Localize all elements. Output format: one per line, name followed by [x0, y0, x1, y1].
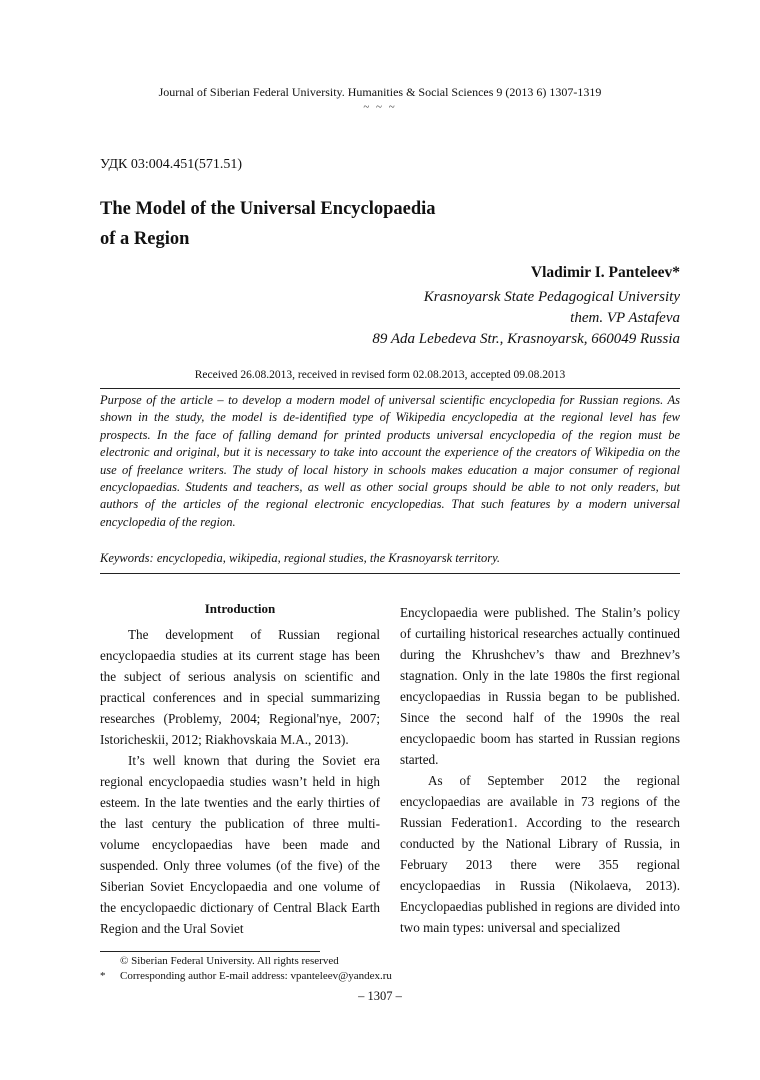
- received-dates: Received 26.08.2013, received in revised form 02.08.2013, accepted 09.08.2013: [194, 369, 566, 381]
- author-name: Vladimir I. Panteleev*: [530, 264, 680, 281]
- page-number: – 1307 –: [358, 989, 402, 1003]
- section-heading: Introduction: [204, 601, 276, 616]
- header-ornament: ~ ~ ~: [363, 101, 397, 113]
- paragraph: It’s well known that during the Soviet era regional encyclopaedia studies wasn’t held in high esteem. In the late twenties and the early thirties of the last century the publication of three multi-volume encyclopaedias have been made and suspended. Only three volumes (of the five) of the Siberian Soviet Encyclopaedia and one volume of the encyclopaedic dictionary of Central Black Earth Region and the Ural Soviet: [100, 753, 380, 936]
- paragraph: The development of Russian regional encyclopaedia studies at its current stage has been the subject of serious analysis on scientific and practical conferences and in special summarizing researches (Problemy, 2004; Regional'nye, 2007; Istoricheskii, 2012; Riakhovskaia M.A., 2013).: [100, 627, 380, 747]
- corresponding-text: Corresponding author E-mail address: vpanteleev@yandex.ru: [120, 970, 392, 982]
- asterisk-mark: *: [100, 970, 106, 982]
- udk-code: УДК 03:004.451(571.51): [100, 157, 243, 172]
- paragraph: As of September 2012 the regional encyclopaedias are available in 73 regions of the Russian Federation1. According to the research conducted by the National Library of Russia, in February 2013 there were 355 regional encyclopaedias in Russia (Nikolaeva, 2013). Encyclopaedias published in regions are divided into two main types: universal and specialized: [400, 773, 680, 935]
- keywords: Keywords: encyclopedia, wikipedia, regional studies, the Krasnoyarsk territory.: [100, 551, 501, 565]
- journal-header: Journal of Siberian Federal University. Humanities & Social Sciences 9 (2013 6) 1307-1319: [158, 85, 602, 99]
- author-affiliation: [372, 287, 680, 350]
- paragraph: Encyclopaedia were published. The Stalin’s policy of curtailing historical researches actually continued during the Khrushchev’s thaw and Brezhnev’s stagnation. Only in the late 1980s the first regional encyclopaedias in Russia began to be published. Since the second half of the 1990s the real encyclopaedic boom has started in Russian regions started.: [400, 605, 680, 767]
- affiliation-line: them. VP Astafeva: [570, 310, 680, 326]
- copyright-text: © Siberian Federal University. All rights reserved: [120, 955, 339, 967]
- abstract-bottom-rule: [100, 573, 680, 574]
- footnote-rule: [100, 951, 320, 952]
- footnotes: [100, 954, 392, 984]
- affiliation-line: Krasnoyarsk State Pedagogical University: [423, 289, 680, 305]
- article-title-line-2: of a Region: [100, 229, 190, 249]
- abstract: Purpose of the article – to develop a modern model of universal scientific encyclopedia for Russian regions. As shown in the study, the model is de-identified type of Wikipedia encyclopedia at the regional level has few prospects. In the face of falling demand for printed products universal encyclopedia of the region must be electronic and original, but it is necessary to take into account the experience of the creators of Wikipedia on the use of freelance writers. The study of local history in schools makes education a major consumer of regional encyclopaedias. Students and teachers, as well as other social groups should be able to not only readers, but authors of the articles of the regional electronic encyclopedias. That such features by a modern universal encyclopedia of the region.: [100, 393, 680, 529]
- footnote-corresponding: [100, 969, 392, 984]
- left-column: [100, 598, 380, 939]
- abstract-top-rule: [100, 388, 680, 389]
- affiliation-line: 89 Ada Lebedeva Str., Krasnoyarsk, 660049 Russia: [372, 331, 680, 347]
- article-title-line-1: The Model of the Universal Encyclopaedia: [100, 199, 436, 219]
- right-column: [400, 602, 680, 938]
- footnote-copyright: [100, 954, 392, 969]
- article-title: [100, 194, 436, 254]
